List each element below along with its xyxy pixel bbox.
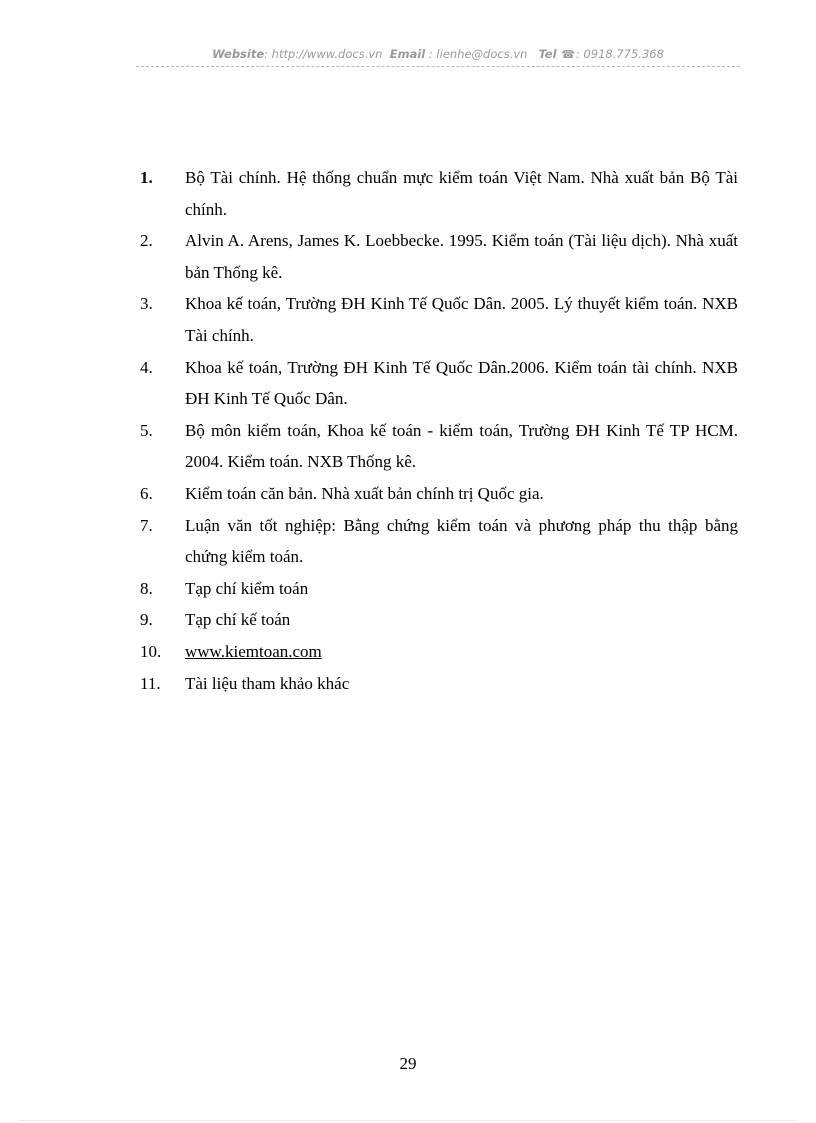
reference-text: Tạp chí kế toán [185, 610, 291, 630]
reference-item [140, 415, 738, 478]
reference-item [140, 162, 738, 225]
reference-item [140, 352, 738, 415]
reference-item [140, 636, 738, 668]
email-value: : lienhe@docs.vn [428, 47, 528, 61]
reference-text: Khoa kế toán, Trường ĐH Kinh Tế Quốc Dân. 2005. Lý thuyết kiểm toán. NXB Tài chính. [185, 294, 738, 345]
reference-text: Bộ môn kiểm toán, Khoa kế toán - kiểm toán, Trường ĐH Kinh Tế TP HCM. 2004. Kiểm toán. NXB Thống kê. [185, 420, 738, 472]
reference-item [140, 288, 738, 351]
reference-item [140, 668, 738, 700]
reference-text: Khoa kế toán, Trường ĐH Kinh Tế Quốc Dân.2006. Kiểm toán tài chính. NXB ĐH Kinh Tế Quốc Dân. [185, 357, 738, 409]
reference-item [140, 478, 738, 510]
reference-text: Luận văn tốt nghiệp: Bằng chứng kiểm toán và phương pháp thu thập bằng chứng kiểm toán. [185, 515, 738, 567]
reference-item [140, 225, 738, 288]
reference-number: 6. [140, 483, 153, 503]
reference-text: Tạp chí kiểm toán [185, 578, 309, 598]
tel-label: Tel [538, 47, 557, 61]
reference-list [140, 162, 738, 699]
reference-text: Bộ Tài chính. Hệ thống chuẩn mực kiểm toán Việt Nam. Nhà xuất bản Bộ Tài chính. [185, 168, 738, 219]
reference-number: 9. [140, 610, 153, 630]
website-link[interactable]: www.kiemtoan.com [185, 641, 322, 661]
reference-number: 5. [140, 420, 153, 440]
page-header [136, 47, 740, 61]
footer-divider [20, 1120, 796, 1121]
reference-text: Alvin A. Arens, James K. Loebbecke. 1995. Kiểm toán (Tài liệu dịch). Nhà xuất bản Thống kê. [185, 231, 738, 282]
reference-item [140, 510, 738, 573]
reference-item [140, 604, 738, 636]
tel-value: : 0918.775.368 [575, 47, 664, 61]
reference-number: 11. [140, 673, 161, 693]
reference-number: 7. [140, 515, 153, 535]
reference-number: 1. [140, 168, 153, 187]
phone-icon: ☎ [561, 48, 575, 61]
website-label: Website [212, 47, 265, 61]
reference-number: 8. [140, 578, 153, 598]
reference-number: 3. [140, 294, 153, 314]
reference-number: 4. [140, 357, 153, 377]
email-label: Email [389, 47, 426, 61]
header-divider [136, 66, 740, 67]
website-value: : http://www.docs.vn [264, 47, 383, 61]
reference-number: 10. [140, 641, 162, 661]
reference-text: Tài liệu tham khảo khác [185, 673, 350, 693]
reference-number: 2. [140, 231, 153, 251]
reference-item [140, 573, 738, 605]
page-number: 29 [399, 1054, 417, 1073]
reference-text: Kiểm toán căn bản. Nhà xuất bản chính trị Quốc gia. [185, 483, 544, 503]
